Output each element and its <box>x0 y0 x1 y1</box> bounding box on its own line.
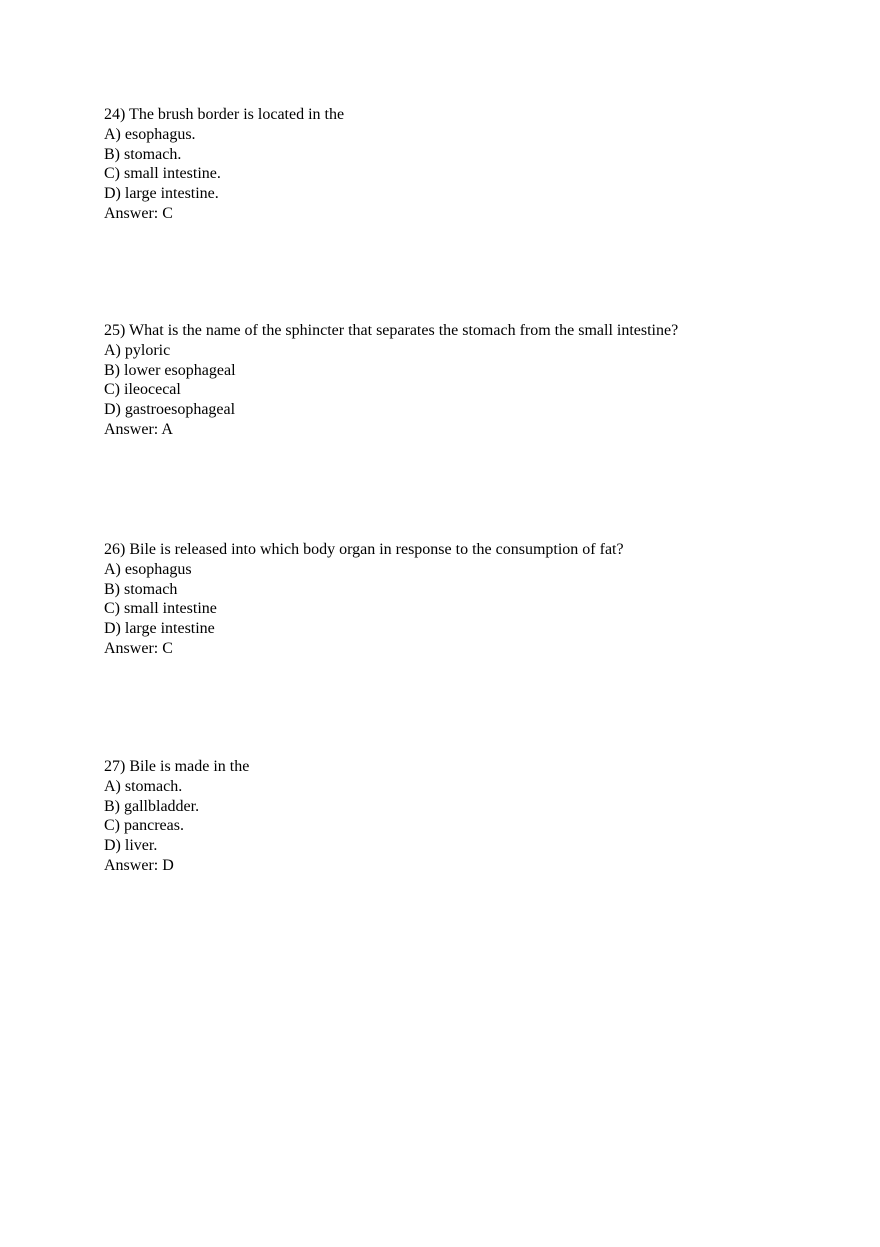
option-b: B) stomach. <box>104 145 182 163</box>
question-24 <box>104 105 844 224</box>
question-25 <box>104 321 844 440</box>
option-d: D) large intestine <box>104 620 215 638</box>
option-d: D) gastroesophageal <box>104 401 236 419</box>
option-c: C) ileocecal <box>104 381 181 399</box>
option-a: A) esophagus. <box>104 125 196 143</box>
option-b: B) stomach <box>104 580 178 598</box>
option-a: A) pyloric <box>104 341 171 359</box>
option-a: A) stomach. <box>104 777 183 795</box>
answer-line: Answer: D <box>104 856 174 874</box>
question-26 <box>104 540 844 659</box>
question-stem: 27) Bile is made in the <box>104 758 250 775</box>
question-stem: 25) What is the name of the sphincter that separates the stomach from the small intestine? <box>104 322 679 339</box>
option-c: C) pancreas. <box>104 817 184 835</box>
question-stem: 24) The brush border is located in the <box>104 106 345 123</box>
option-c: C) small intestine. <box>104 165 221 183</box>
option-c: C) small intestine <box>104 600 217 618</box>
question-27 <box>104 757 844 876</box>
option-b: B) gallbladder. <box>104 797 200 815</box>
option-d: D) large intestine. <box>104 185 219 203</box>
option-d: D) liver. <box>104 837 158 855</box>
answer-line: Answer: C <box>104 204 173 222</box>
option-b: B) lower esophageal <box>104 361 236 379</box>
answer-line: Answer: C <box>104 639 173 657</box>
option-a: A) esophagus <box>104 560 192 578</box>
question-stem: 26) Bile is released into which body organ in response to the consumption of fat? <box>104 541 624 558</box>
answer-line: Answer: A <box>104 420 173 438</box>
